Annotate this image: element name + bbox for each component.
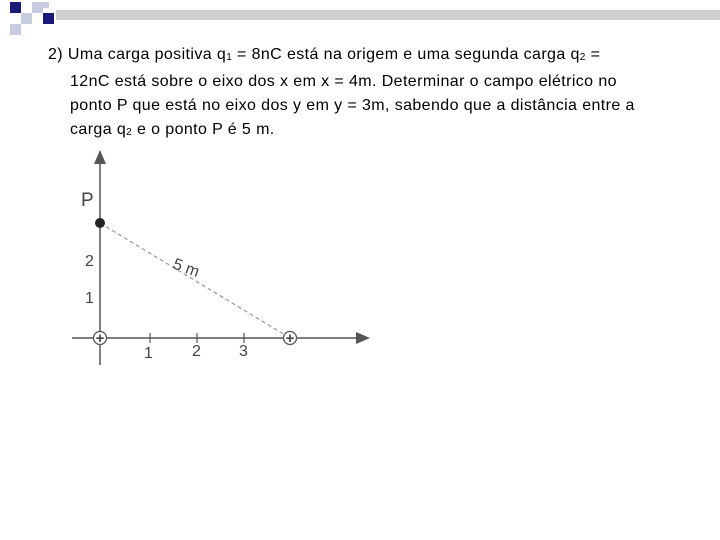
problem-line-2: 12nC está sobre o eixo dos x em x = 4m. Determinar o campo elétrico no bbox=[70, 73, 617, 90]
charge-q2-plus-icon: + bbox=[285, 330, 295, 347]
x-tick-label-1: 1 bbox=[144, 345, 153, 362]
problem-number: 2) bbox=[48, 46, 64, 63]
problem-line-3: ponto P que está no eixo dos y em y = 3m, sabendo que a distância entre a bbox=[70, 97, 635, 114]
charge-q1-plus-icon: + bbox=[95, 330, 105, 347]
problem-line-4: carga q2 e o ponto P é 5 m. bbox=[70, 121, 275, 138]
y-axis-arrow-icon bbox=[94, 150, 106, 164]
point-p bbox=[95, 218, 105, 228]
x-tick-label-2: 2 bbox=[192, 343, 201, 360]
problem-line-1: 2) Uma carga positiva q1 = 8nC está na origem e uma segunda carga q2 = bbox=[48, 46, 601, 63]
charge-q1 bbox=[94, 330, 107, 347]
distance-label: 5 m bbox=[170, 255, 202, 281]
x-axis-arrow-icon bbox=[356, 332, 370, 344]
point-p-label: P bbox=[81, 190, 94, 211]
charge-q2 bbox=[284, 330, 297, 347]
y-tick-label-2: 2 bbox=[85, 253, 94, 270]
y-tick-label-1: 1 bbox=[85, 290, 94, 307]
x-tick-label-3: 3 bbox=[239, 343, 248, 360]
